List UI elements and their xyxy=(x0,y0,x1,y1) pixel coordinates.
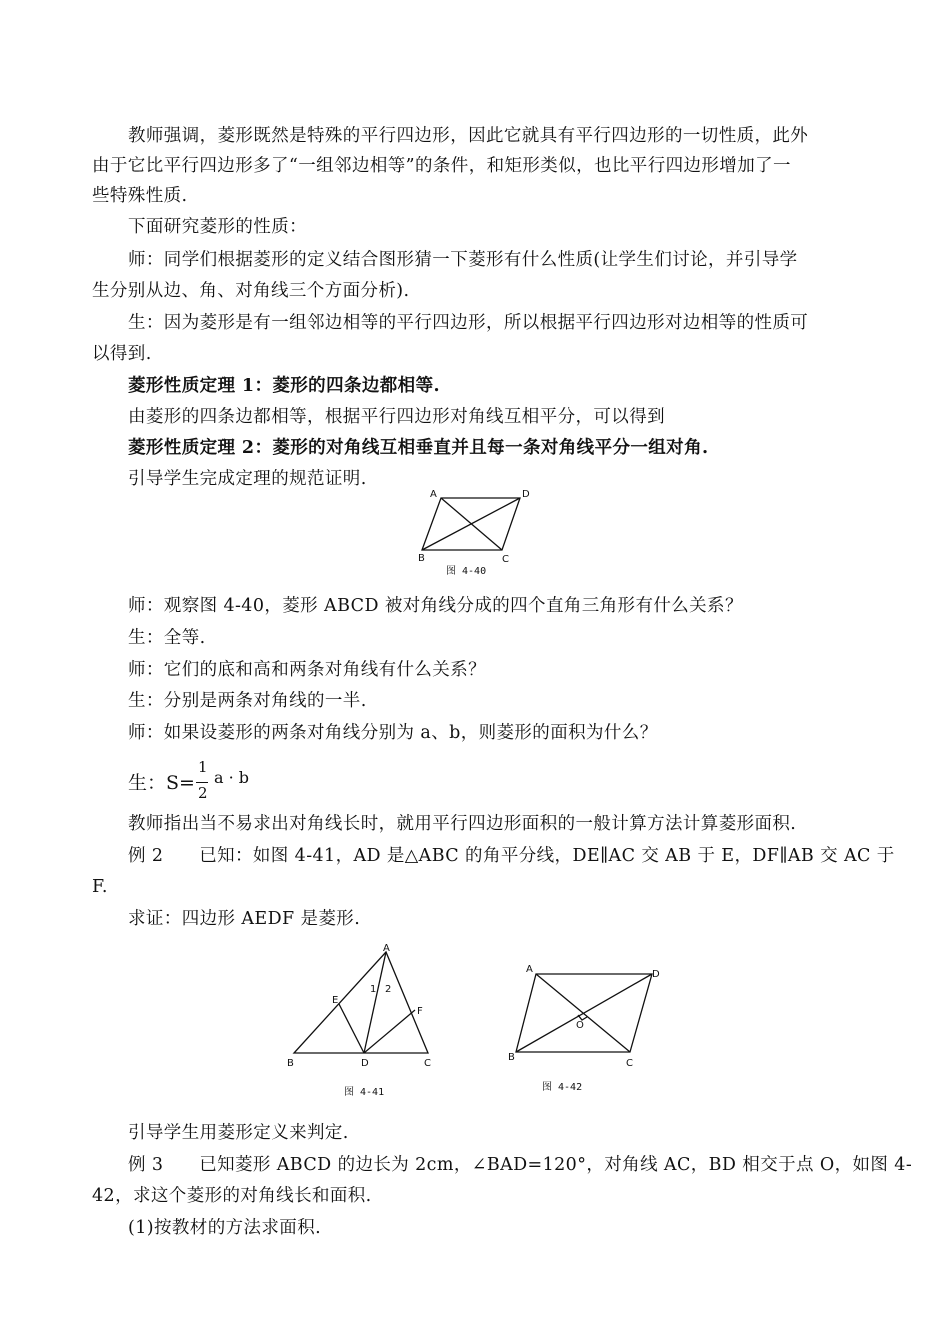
vertex-label-e: E xyxy=(332,995,339,1006)
paragraph-line: 由菱形的四条边都相等，根据平行四边形对角线互相平分，可以得到 xyxy=(128,407,665,427)
paragraph-line: 由于它比平行四边形多了“一组邻边相等”的条件，和矩形类似，也比平行四边形增加了一 xyxy=(92,156,791,176)
paragraph-line: 下面研究菱形的性质： xyxy=(128,217,307,237)
paragraph-line: 师：它们的底和高和两条对角线有什么关系？ xyxy=(128,660,486,680)
paragraph-line: 些特殊性质. xyxy=(92,186,188,206)
vertex-label-b: B xyxy=(287,1058,294,1069)
vertex-label-c: C xyxy=(502,554,509,565)
paragraph-line: 生：全等. xyxy=(128,628,206,648)
figure-4-41 xyxy=(282,944,452,1100)
vertex-label-d: D xyxy=(652,969,660,980)
vertex-label-c: C xyxy=(626,1058,633,1069)
paragraph-line: 生：因为菱形是有一组邻边相等的平行四边形，所以根据平行四边形对边相等的性质可 xyxy=(128,313,809,333)
paragraph-line: 生分别从边、角、对角线三个方面分析). xyxy=(92,281,410,301)
angle-label-2: 2 xyxy=(385,984,392,995)
figure-4-40 xyxy=(412,484,532,580)
example-3-line: 42，求这个菱形的对角线长和面积. xyxy=(92,1186,372,1206)
paragraph-line: 教师强调，菱形既然是特殊的平行四边形，因此它就具有平行四边形的一切性质，此外 xyxy=(128,126,809,146)
vertex-label-b: B xyxy=(508,1052,515,1063)
fraction-denominator: 2 xyxy=(198,784,208,802)
fraction-numerator: 1 xyxy=(198,758,208,776)
formula-prefix: 生：S= xyxy=(128,772,195,794)
paragraph-line: (1)按教材的方法求面积. xyxy=(128,1218,322,1238)
paragraph-line: 教师指出当不易求出对角线长时，就用平行四边形面积的一般计算方法计算菱形面积. xyxy=(128,814,797,834)
vertex-label-d: D xyxy=(522,489,530,500)
vertex-label-c: C xyxy=(424,1058,431,1069)
example-2-line: 例 2 已知：如图 4-41，AD 是△ABC 的角平分线，DE∥AC 交 AB 于 E，DF∥AB 交 AC 于 xyxy=(128,846,895,866)
formula-suffix: a · b xyxy=(214,768,250,787)
angle-label-1: 1 xyxy=(370,984,377,995)
vertex-label-a: A xyxy=(383,943,390,954)
vertex-label-a: A xyxy=(526,964,533,975)
vertex-label-d: D xyxy=(361,1058,369,1069)
vertex-label-f: F xyxy=(417,1006,423,1017)
example-2-prove: 求证：四边形 AEDF 是菱形. xyxy=(128,909,361,929)
figure-caption: 图 4-41 xyxy=(344,1087,385,1098)
paragraph-line: 以得到. xyxy=(92,344,152,364)
fraction-bar xyxy=(196,782,208,783)
center-label-o: O xyxy=(576,1020,584,1031)
vertex-label-a: A xyxy=(430,489,437,500)
paragraph-line: 生：分别是两条对角线的一半. xyxy=(128,691,367,711)
theorem-2: 菱形性质定理 2：菱形的对角线互相垂直并且每一条对角线平分一组对角. xyxy=(128,438,709,458)
vertex-label-b: B xyxy=(418,553,425,564)
figure-4-42 xyxy=(506,960,666,1100)
paragraph-line: 师：同学们根据菱形的定义结合图形猜一下菱形有什么性质(让学生们讨论，并引导学 xyxy=(128,250,798,270)
theorem-1: 菱形性质定理 1：菱形的四条边都相等. xyxy=(128,376,440,396)
paragraph-line: 引导学生完成定理的规范证明. xyxy=(128,469,367,489)
example-2-line: F. xyxy=(92,877,108,897)
figure-caption: 图 4-42 xyxy=(542,1082,583,1093)
example-3-line: 例 3 已知菱形 ABCD 的边长为 2cm，∠BAD=120°，对角线 AC，BD 相交于点 O，如图 4- xyxy=(128,1155,913,1175)
paragraph-line: 引导学生用菱形定义来判定. xyxy=(128,1123,349,1143)
paragraph-line: 师：如果设菱形的两条对角线分别为 a、b，则菱形的面积为什么？ xyxy=(128,723,658,743)
figure-caption: 图 4-40 xyxy=(446,566,487,577)
paragraph-line: 师：观察图 4-40，菱形 ABCD 被对角线分成的四个直角三角形有什么关系？ xyxy=(128,596,743,616)
